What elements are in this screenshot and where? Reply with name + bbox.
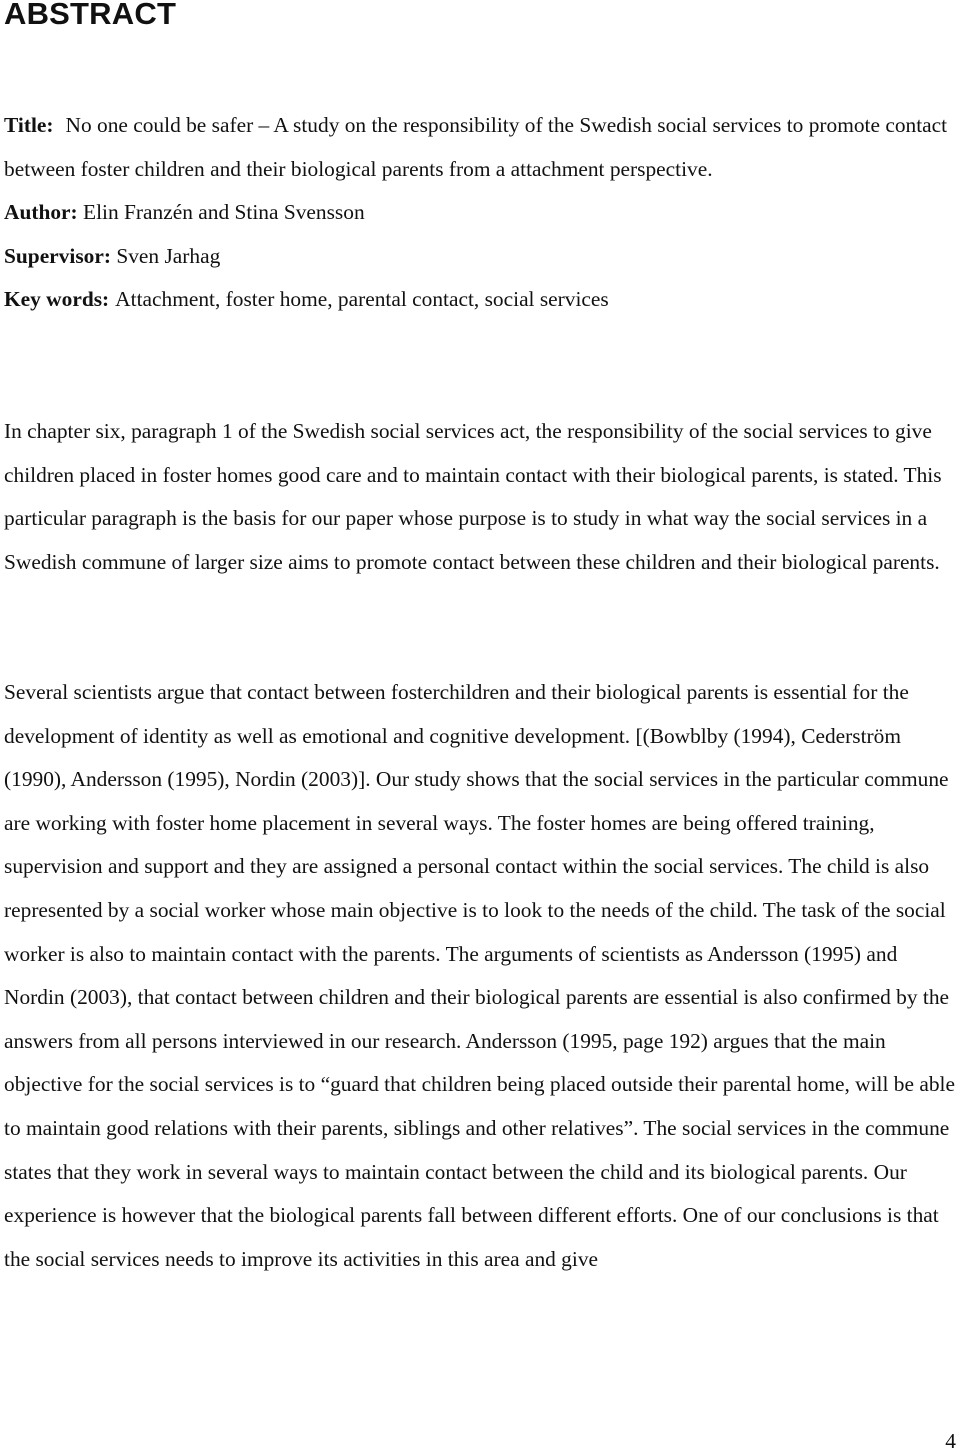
- supervisor-text: Sven Jarhag: [110, 243, 221, 268]
- title-label: Title:: [4, 113, 54, 137]
- author-line: [4, 191, 956, 235]
- abstract-paragraph-1: In chapter six, paragraph 1 of the Swedish social services act, the responsibility of the social services to give children placed in foster homes good care and to maintain contact with their biological parents, is stated. This particular paragraph is the basis for our paper whose purpose is to study in what way the social services in a Swedish commune of larger size aims to promote contact between these children and their biological parents.: [4, 419, 942, 574]
- keywords-line: [4, 278, 956, 322]
- thesis-metadata: [4, 104, 956, 322]
- abstract-paragraph-2: Several scientists argue that contact between fosterchildren and their biological parents is essential for the development of identity as well as emotional and cognitive development. [(Bowblby (1994), Cederström (1990), Andersson (1995), Nordin (2003)]. Our study shows that the social services in the particular commune are working with foster home placement in several ways. The foster homes are being offered training, supervision and support and they are assigned a personal contact within the social services. The child is also represented by a social worker whose main objective is to look to the needs of the child. The task of the social worker is also to maintain contact with the parents. The arguments of scientists as Andersson (1995) and Nordin (2003), that contact between children and their biological parents are essential is also confirmed by the answers from all persons interviewed in our research. Andersson (1995, page 192) argues that the main objective for the social services is to “guard that children being placed outside their parental home, will be able to maintain good relations with their parents, siblings and other relatives”. The social services in the commune states that they work in several ways to maintain contact between the child and its biological parents. Our experience is however that the biological parents fall between different efforts. One of our conclusions is that the social services needs to improve its activities in this area and give: [4, 680, 955, 1271]
- keywords-text: Attachment, foster home, parental contact, social services: [115, 287, 609, 312]
- keywords-label: Key words:: [4, 287, 110, 312]
- title-text: No one could be safer – A study on the responsibility of the Swedish social services to promote contact between foster children and their biological parents from a attachment perspective.: [4, 113, 948, 181]
- title-line: [4, 104, 956, 191]
- supervisor-label: Supervisor:: [4, 243, 111, 268]
- page-number: 4: [945, 1429, 956, 1453]
- author-label: Author:: [4, 200, 78, 225]
- author-text: Elin Franzén and Stina Svensson: [77, 200, 365, 225]
- supervisor-line: [4, 235, 956, 279]
- section-heading: ABSTRACT: [4, 0, 177, 31]
